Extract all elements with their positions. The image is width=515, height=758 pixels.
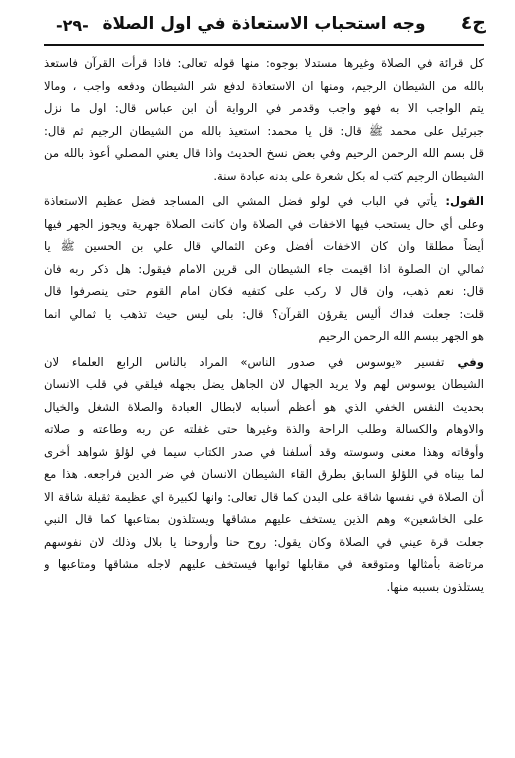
text-line (44, 75, 484, 98)
line-text: أن الصلاة في نفسها شاقة على البدن كما قال تعالى: وانها لكبيرة اي عظيمة ثقيلة شاقة الا (44, 489, 484, 504)
text-line (44, 373, 484, 396)
line-text: قال: نعم ذهب، وان قال لا ركب على كتفيه فكان امام القوم حتى ينصرفوا قال (44, 284, 484, 298)
line-lead: القول: (436, 194, 484, 208)
text-line (44, 553, 484, 576)
text-line (44, 303, 484, 326)
line-text: يتم الواجب الا به فهو واجب وقدمر في الرواية أن ابن عباس قال: اول ما نزل (44, 101, 484, 115)
text-line (44, 576, 484, 599)
text-line (44, 97, 484, 120)
line-text: قل بسم الله الرحمن الرحيم وفي بعض نسخ الحديث واذا قال يعني المصلي أعوذ بالله من (44, 146, 484, 160)
text-line (44, 351, 484, 374)
line-text: يأتي في الباب في لولو فضل المشي الى المساجد فضل عظيم الاستعاذة (44, 194, 437, 208)
text-line (44, 120, 484, 143)
text-line (44, 52, 484, 75)
line-text: هو الجهر ببسم الله الرحمن الرحيم (318, 329, 484, 343)
line-text: كل قرائة في الصلاة وغيرها مستدلا بوجوه: منها قوله تعالى: فاذا قرأت القرآن فاستعذ (44, 56, 484, 70)
text-line (44, 396, 484, 419)
running-title: وجه استحباب الاستعاذة في اول الصلاة (102, 14, 426, 34)
line-text: أيضاً مطلقا وان كان الاخفات أفضل وعن الثمالي قال علي بن الحسين ﷺ يا (44, 239, 484, 253)
header-rule (44, 44, 484, 46)
text-line (44, 190, 484, 213)
line-text: على الخاشعين» وهم الذين يستخف عليهم مشاقها ويستلذون بمتاعبها كما قال النبي (44, 512, 484, 526)
line-text: ثمالي ان الصلوة اذا اقيمت جاء الشيطان الى قرين الامام فيقول: هل ذكر ربه فان (44, 261, 484, 276)
body-text (44, 52, 484, 598)
line-text: مرتاضة بأمثالها ومتوقعة في مقابلها ثوابها فيستخف عليهم لاجله مشاقها ومتاعبها و (44, 557, 484, 571)
text-line (44, 142, 484, 165)
text-line (44, 213, 484, 236)
line-text: جعلت قرة عيني في الصلاة وكان يقول: روح حنا وأروحنا يا بلال وذلك لان نفوسهم (44, 534, 484, 549)
line-text: بالله من الشيطان الرجيم، ومنها ان الاستعاذة لدفع شر الشيطان ودفعه واجب ، ومالا (44, 78, 484, 93)
text-line (44, 165, 484, 188)
line-text: يستلذون بسببه منها. (386, 579, 484, 594)
text-line (44, 531, 484, 554)
line-text: وعلى أي حال يستحب فيها الاخفات في الصلاة وان كانت الصلاة جهرية ويجوز الجهر فيها (44, 216, 484, 231)
text-line (44, 258, 484, 281)
page-number: -٢٩- (56, 16, 89, 35)
text-line (44, 463, 484, 486)
line-text: جبرئيل على محمد ﷺ قال: قل يا محمد: استعيذ بالله من الشيطان الرجيم ثم قال: (44, 123, 484, 138)
text-line (44, 280, 484, 303)
line-text: وأوقاته وهذا معنى وسوسته وقد أسلفنا في صدر الكتاب سيما في لؤلؤ شواهد أخرى (44, 444, 484, 459)
line-text: لما بيناه في اللؤلؤ السابق بطرق القاء الشيطان الانسان في ضر الدين فراجعه. هذا مع (44, 467, 484, 481)
text-line (44, 418, 484, 441)
line-text: الشيطان الرجيم كتب له بكل شعرة على بدنه عبادة سنة. (213, 168, 484, 183)
line-lead: وفي (444, 354, 484, 369)
line-text: بحديث النفس الخفي الذي هو أعظم أسبابه لابطال العبادة والصلاة الشغل والخيال (44, 399, 484, 414)
line-text: الشيطان يوسوس لهم ولا يريد الجهال لان الجاهل يضل بجهله فيلقي في قلب الانسان (44, 377, 484, 391)
text-line (44, 325, 484, 348)
line-text: والاوهام والكسالة وطلب الراحة والذة وغيرها حتى غفلته عن ربه وطاعته و صلاته (44, 422, 484, 436)
text-line (44, 235, 484, 258)
text-line (44, 441, 484, 464)
volume-label: ج٤ (460, 12, 486, 34)
page-header (38, 10, 490, 44)
line-text: قلت: جعلت فداك أليس يقرؤن القرآن؟ قال: بلى ليس حيث تذهب يا ثمالي انما (44, 306, 484, 321)
text-line (44, 486, 484, 509)
text-line (44, 508, 484, 531)
line-text: تفسير «يوسوس في صدور الناس» المراد بالناس الرابع العلماء لان (44, 354, 445, 369)
